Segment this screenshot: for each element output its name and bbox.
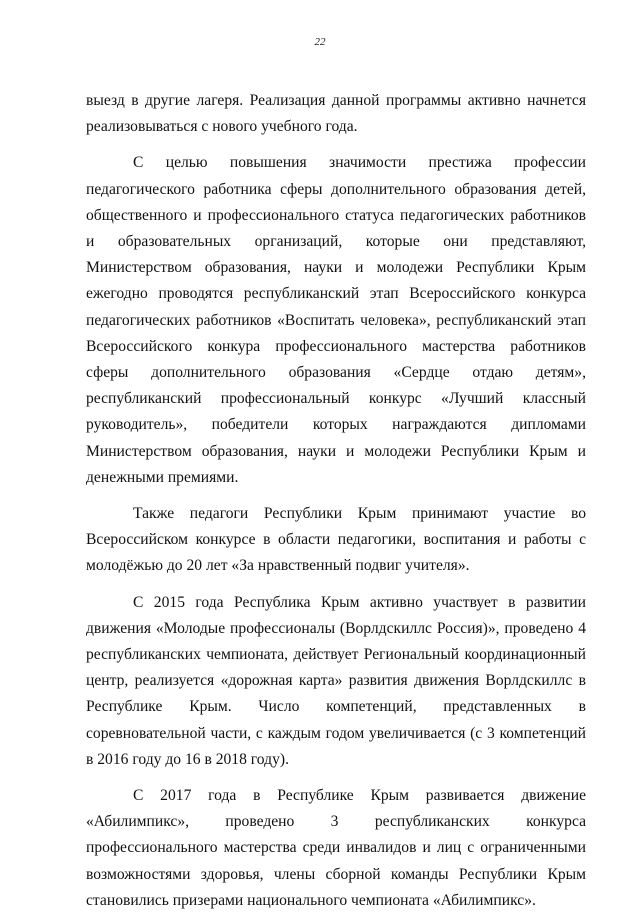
paragraph-continuation: выезд в другие лагеря. Реализация данной программы активно начнется реализовываться с нового учебного года. <box>86 92 586 136</box>
paragraph-worldskills: С 2015 года Республика Крым активно участвует в развитии движения «Молодые профессионалы (Ворлдскиллс Россия)», проведено 4 республиканских чемпионата, действует Региональный координационный центр, реализуется «дорожная карта» развития движения Ворлдскиллс в Республике Крым. Число компетенций, представленных в соревновательной части, с каждым годом увеличивается (с 3 компетенций в 2016 году до 16 в 2018 году). <box>86 593 586 768</box>
paragraph-abilympics: С 2017 года в Республике Крым развивается движение «Абилимпикс», проведено 3 республиканских конкурса профессионального мастерства среди инвалидов и лиц с ограниченными возможностями здоровья, члены сборной команды Республики Крым становились призерами национального чемпионата «Абилимпикс». <box>86 787 586 909</box>
paragraph-moral-feat-contest: Также педагоги Республики Крым принимают участие во Всероссийском конкурсе в области педагогики, воспитания и работы с молодёжью до 20 лет «За нравственный подвиг учителя». <box>86 505 586 575</box>
page-number: 22 <box>314 36 326 48</box>
body-text <box>86 88 586 914</box>
paragraph-competitions: С целью повышения значимости престижа профессии педагогического работника сферы дополнительного образования детей, общественного и профессионального статуса педагогических работников и образовательных организаций, которые они представляют, Министерством образования, науки и молодежи Республики Крым ежегодно проводятся республиканский этап Всероссийского конкурса педагогических работников «Воспитать человека», республиканский этап Всероссийского конкура профессионального мастерства работников сферы дополнительного образования «Сердце отдаю детям», республиканский профессиональный конкурс «Лучший классный руководитель», победители которых награждаются дипломами Министерством образования, науки и молодежи Республики Крым и денежными премиями. <box>86 154 586 486</box>
